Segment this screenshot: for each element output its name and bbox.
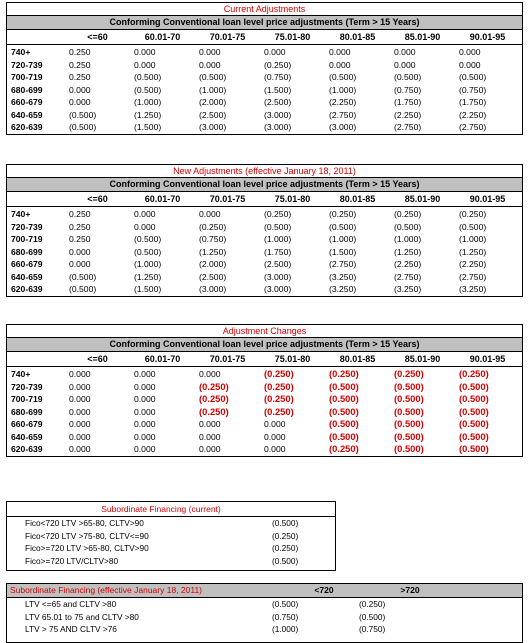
table-row [7, 283, 522, 296]
table-row [7, 84, 522, 97]
table-cell: (0.500) [199, 72, 227, 82]
table-cell: (2.000) [199, 259, 227, 269]
table-subtitle: Conforming Conventional loan level price adjustments (Term > 15 Years) [7, 16, 522, 30]
row-label: 720-739 [11, 59, 43, 70]
table-cell: (0.500) [69, 109, 97, 120]
table-cell: 0.250 [69, 72, 91, 82]
table-cell: 0.000 [69, 444, 91, 454]
current-adjustments-table [6, 2, 523, 135]
row-label: 660-679 [11, 259, 43, 269]
table-cell: (0.500) [329, 430, 359, 442]
table-cell: (0.500) [394, 221, 422, 232]
table-cell: 0.000 [199, 369, 221, 379]
table-cell: (0.500) [69, 284, 97, 294]
table-cell: 0.250 [69, 47, 91, 57]
table-cell: (2.750) [394, 122, 422, 132]
table-cell: 0.000 [134, 419, 156, 429]
table-cell: (0.500) [69, 122, 97, 132]
row-label: 720-739 [11, 381, 43, 392]
table-cell: (0.500) [69, 271, 97, 282]
header-cell: 90.01-95 [469, 354, 506, 364]
row-label: 680-699 [11, 246, 43, 257]
header-cell: 70.01-75 [209, 354, 246, 364]
table-cell: (0.250) [329, 368, 359, 379]
table-cell: (2.250) [459, 109, 487, 120]
item-value: (0.500) [272, 518, 299, 528]
table-row [7, 418, 522, 431]
table-cell: (1.000) [459, 234, 487, 244]
table-subtitle: Conforming Conventional loan level price adjustments (Term > 15 Years) [7, 178, 522, 192]
table-row [7, 271, 522, 284]
table-cell: (2.750) [459, 271, 487, 282]
table-cell: 0.000 [134, 431, 156, 442]
table-cell: (0.500) [394, 405, 424, 417]
table-title: New Adjustments (effective January 18, 2011) [7, 165, 522, 178]
header-cell: 75.01-80 [274, 354, 311, 364]
table-cell: (2.500) [199, 271, 227, 282]
header-cell: 90.01-95 [469, 32, 506, 42]
table-cell: (1.000) [329, 234, 357, 244]
table-cell: (0.250) [329, 443, 359, 454]
header-cell: 60.01-70 [144, 32, 181, 42]
table-cell: 0.000 [264, 444, 286, 454]
table-row [7, 221, 522, 234]
table-row [7, 406, 522, 419]
table-cell: 0.250 [69, 234, 91, 244]
table-cell: 0.000 [199, 444, 221, 454]
header-cell: 75.01-80 [274, 194, 311, 204]
table-cell: (3.250) [394, 284, 422, 294]
table-cell: (3.000) [264, 122, 292, 132]
table-cell: 0.000 [199, 419, 221, 429]
header-cell: <=60 [87, 354, 108, 364]
table-cell: (0.500) [329, 72, 357, 82]
table-cell: 0.000 [134, 444, 156, 454]
table-cell: (1.750) [459, 97, 487, 107]
item-label: Fico<720 LTV >65-80, CLTV>90 [25, 518, 144, 528]
table-cell: (3.000) [199, 122, 227, 132]
header-cell: 80.01-85 [339, 354, 376, 364]
table-cell: 0.000 [264, 419, 286, 429]
header-cell [7, 352, 65, 366]
table-cell: (1.750) [394, 97, 422, 107]
table-cell: (0.500) [394, 380, 424, 392]
table-cell: (1.500) [134, 122, 162, 132]
table-cell: (1.000) [329, 84, 357, 95]
header-cell [7, 192, 65, 206]
table-cell: 0.000 [134, 406, 156, 417]
table-cell: (2.250) [394, 109, 422, 120]
list-item [7, 623, 522, 636]
table-cell: (1.500) [329, 246, 357, 257]
table-cell: 0.000 [459, 47, 481, 57]
table-row [7, 96, 522, 109]
table-cell: 0.000 [459, 59, 481, 70]
item-label: Fico<720 LTV >75-80, CLTV<=90 [25, 530, 149, 541]
table-cell: (1.750) [264, 246, 292, 257]
table-cell: 0.000 [69, 369, 91, 379]
table-cell: (1.250) [199, 246, 227, 257]
table-cell: (0.250) [264, 405, 294, 417]
column-header: <720 [314, 585, 334, 595]
table-cell: (0.500) [459, 443, 489, 454]
row-label: 740+ [11, 209, 31, 219]
header-cell: 60.01-70 [144, 354, 181, 364]
table-cell: 0.000 [134, 221, 156, 232]
row-label: 680-699 [11, 84, 43, 95]
table-cell: 0.000 [69, 406, 91, 417]
header-cell: 70.01-75 [209, 32, 246, 42]
section-body [7, 517, 335, 567]
table-cell: 0.000 [329, 59, 351, 70]
table-cell: (0.500) [459, 405, 489, 417]
table-row [7, 233, 522, 246]
row-label: 620-639 [11, 284, 43, 294]
table-cell: (0.250) [264, 393, 294, 404]
table-cell: (1.000) [394, 234, 422, 244]
list-item [7, 611, 522, 624]
header-cell: 75.01-80 [274, 32, 311, 42]
section-title: Subordinate Financing (effective January 18, 2011) [10, 585, 203, 595]
table-cell: (0.250) [199, 405, 229, 417]
section-title: Subordinate Financing (current) [7, 502, 335, 517]
table-cell: 0.250 [69, 221, 91, 232]
header-cell: 80.01-85 [339, 32, 376, 42]
table-row [7, 109, 522, 122]
table-cell: (0.500) [134, 72, 162, 82]
subordinate-financing-new [6, 583, 523, 643]
item-value: (0.250) [272, 543, 299, 553]
table-row [7, 381, 522, 394]
item-value: (1.000) [272, 624, 299, 634]
table-cell: (0.500) [459, 221, 487, 232]
table-cell: (3.000) [264, 271, 292, 282]
row-label: 620-639 [11, 444, 43, 454]
table-cell: (0.500) [329, 221, 357, 232]
table-cell: (1.250) [134, 109, 162, 120]
table-cell: (0.500) [394, 443, 424, 454]
item-label: Fico>=720 LTV >65-80, CLTV>90 [25, 543, 149, 553]
table-cell: (0.500) [394, 72, 422, 82]
header-cell: 85.01-90 [404, 354, 441, 364]
table-cell: (3.000) [264, 109, 292, 120]
header-cell: 60.01-70 [144, 194, 181, 204]
row-label: 660-679 [11, 97, 43, 107]
table-cell: (3.000) [329, 122, 357, 132]
header-row [7, 352, 522, 367]
table-cell: (0.500) [394, 430, 424, 442]
row-label: 640-659 [11, 109, 43, 120]
table-cell: (0.250) [394, 209, 422, 219]
table-title: Current Adjustments [7, 3, 522, 16]
table-cell: 0.000 [264, 431, 286, 442]
header-cell: <=60 [87, 194, 108, 204]
table-row [7, 443, 522, 456]
table-cell: (0.250) [459, 209, 487, 219]
header-cell: 85.01-90 [404, 194, 441, 204]
table-cell: (3.250) [459, 284, 487, 294]
table-cell: 0.000 [199, 431, 221, 442]
item-value: (0.500) [272, 555, 299, 566]
adjustment-changes-table [6, 324, 523, 457]
header-row [7, 192, 522, 207]
table-cell: 0.000 [69, 97, 91, 107]
table-subtitle: Conforming Conventional loan level price adjustments (Term > 15 Years) [7, 338, 522, 352]
table-cell: (1.250) [459, 246, 487, 257]
header-row [7, 30, 522, 45]
table-cell: (0.500) [264, 221, 292, 232]
table-row [7, 121, 522, 134]
item-value: (0.500) [359, 611, 386, 622]
table-cell: (0.250) [264, 368, 294, 379]
table-cell: (1.500) [264, 84, 292, 95]
table-cell: 0.000 [69, 246, 91, 257]
table-cell: 0.000 [199, 59, 221, 70]
table-cell: 0.000 [199, 209, 221, 219]
row-label: 640-659 [11, 431, 43, 442]
column-header: >720 [400, 585, 420, 595]
table-cell: (3.250) [329, 284, 357, 294]
row-label: 720-739 [11, 221, 43, 232]
item-label: LTV 65.01 to 75 and CLTV >80 [25, 611, 139, 622]
table-cell: (0.500) [329, 418, 359, 429]
row-label: 700-719 [11, 72, 43, 82]
table-cell: 0.000 [264, 47, 286, 57]
table-cell: 0.000 [199, 47, 221, 57]
item-label: LTV <=65 and CLTV >80 [25, 599, 117, 609]
table-cell: (0.500) [134, 84, 162, 95]
row-label: 620-639 [11, 122, 43, 132]
table-cell: 0.000 [69, 259, 91, 269]
table-cell: 0.000 [134, 47, 156, 57]
item-value: (0.250) [272, 530, 299, 541]
item-value: (0.750) [272, 611, 299, 622]
row-label: 740+ [11, 47, 31, 57]
item-label: LTV > 75 AND CLTV >76 [25, 624, 117, 634]
row-label: 700-719 [11, 394, 43, 404]
table-cell: (0.250) [199, 380, 229, 392]
row-label: 740+ [11, 369, 31, 379]
table-cell: (2.000) [199, 97, 227, 107]
table-row [7, 46, 522, 59]
table-cell: 0.000 [394, 59, 416, 70]
row-label: 680-699 [11, 406, 43, 417]
item-value: (0.750) [359, 624, 386, 634]
table-cell: (0.500) [459, 393, 489, 404]
table-cell: (0.250) [264, 59, 292, 70]
table-cell: (2.750) [459, 122, 487, 132]
table-cell: 0.000 [69, 381, 91, 392]
table-cell: (0.250) [394, 368, 424, 379]
table-cell: (0.750) [199, 234, 227, 244]
table-row [7, 71, 522, 84]
header-cell: 80.01-85 [339, 194, 376, 204]
table-cell: (1.250) [134, 271, 162, 282]
table-cell: (0.500) [459, 380, 489, 392]
header-cell: 90.01-95 [469, 194, 506, 204]
row-label: 700-719 [11, 234, 43, 244]
table-cell: 0.000 [134, 59, 156, 70]
table-cell: (3.250) [329, 271, 357, 282]
table-cell: (2.250) [329, 97, 357, 107]
table-cell: (0.500) [134, 246, 162, 257]
table-row [7, 258, 522, 271]
table-cell: (0.750) [394, 84, 422, 95]
table-cell: 0.250 [69, 59, 91, 70]
table-cell: 0.000 [394, 47, 416, 57]
table-cell: (1.500) [134, 284, 162, 294]
table-cell: (0.750) [264, 72, 292, 82]
table-cell: (2.500) [264, 259, 292, 269]
table-cell: (0.250) [329, 209, 357, 219]
table-cell: (0.250) [199, 221, 227, 232]
table-cell: 0.000 [69, 431, 91, 442]
table-cell: (0.500) [394, 418, 424, 429]
table-cell: (0.500) [459, 430, 489, 442]
table-cell: (2.500) [264, 97, 292, 107]
table-cell: (0.250) [459, 368, 489, 379]
table-cell: (1.000) [134, 97, 162, 107]
item-label: Fico>=720 LTV/CLTV>80 [25, 555, 119, 566]
table-title: Adjustment Changes [7, 325, 522, 338]
table-cell: (2.250) [394, 259, 422, 269]
table-cell: 0.000 [69, 394, 91, 404]
table-cell: (2.750) [394, 271, 422, 282]
table-cell: (1.000) [199, 84, 227, 95]
table-cell: (0.500) [459, 72, 487, 82]
table-row [7, 246, 522, 259]
table-row [7, 431, 522, 444]
table-row [7, 368, 522, 381]
table-cell: (0.500) [329, 393, 359, 404]
list-item [7, 530, 335, 543]
table-cell: 0.000 [134, 394, 156, 404]
table-cell: 0.000 [329, 47, 351, 57]
header-cell: 70.01-75 [209, 194, 246, 204]
table-cell: (0.250) [264, 380, 294, 392]
table-cell: (0.750) [459, 84, 487, 95]
table-cell: 0.000 [134, 369, 156, 379]
table-body [7, 45, 522, 134]
row-label: 640-659 [11, 271, 43, 282]
table-cell: (0.500) [134, 234, 162, 244]
table-row [7, 208, 522, 221]
table-cell: 0.250 [69, 209, 91, 219]
table-cell: 0.000 [69, 84, 91, 95]
table-cell: 0.000 [69, 419, 91, 429]
item-value: (0.250) [359, 599, 386, 609]
row-label: 660-679 [11, 419, 43, 429]
table-cell: (0.250) [264, 209, 292, 219]
list-item [7, 555, 335, 568]
table-cell: (2.750) [329, 259, 357, 269]
header-cell: <=60 [87, 32, 108, 42]
table-cell: (1.000) [264, 234, 292, 244]
list-item [7, 542, 335, 555]
table-row [7, 393, 522, 406]
table-cell: (3.000) [199, 284, 227, 294]
table-cell: (1.250) [394, 246, 422, 257]
table-cell: (1.000) [134, 259, 162, 269]
item-value: (0.500) [272, 599, 299, 609]
table-cell: (3.000) [264, 284, 292, 294]
table-cell: (2.250) [459, 259, 487, 269]
table-cell: (2.750) [329, 109, 357, 120]
section-header [7, 584, 522, 598]
table-cell: (2.500) [199, 109, 227, 120]
table-cell: (0.500) [459, 418, 489, 429]
table-body [7, 207, 522, 296]
table-body [7, 367, 522, 456]
subordinate-financing-current [6, 501, 336, 571]
table-cell: (0.500) [394, 393, 424, 404]
table-cell: 0.000 [134, 209, 156, 219]
new-adjustments-table [6, 164, 523, 297]
list-item [7, 598, 522, 611]
table-cell: (0.500) [329, 405, 359, 417]
table-row [7, 59, 522, 72]
header-cell [7, 30, 65, 44]
table-cell: 0.000 [134, 381, 156, 392]
table-cell: (0.500) [329, 380, 359, 392]
header-cell: 85.01-90 [404, 32, 441, 42]
table-cell: (0.250) [199, 393, 229, 404]
list-item [7, 517, 335, 530]
